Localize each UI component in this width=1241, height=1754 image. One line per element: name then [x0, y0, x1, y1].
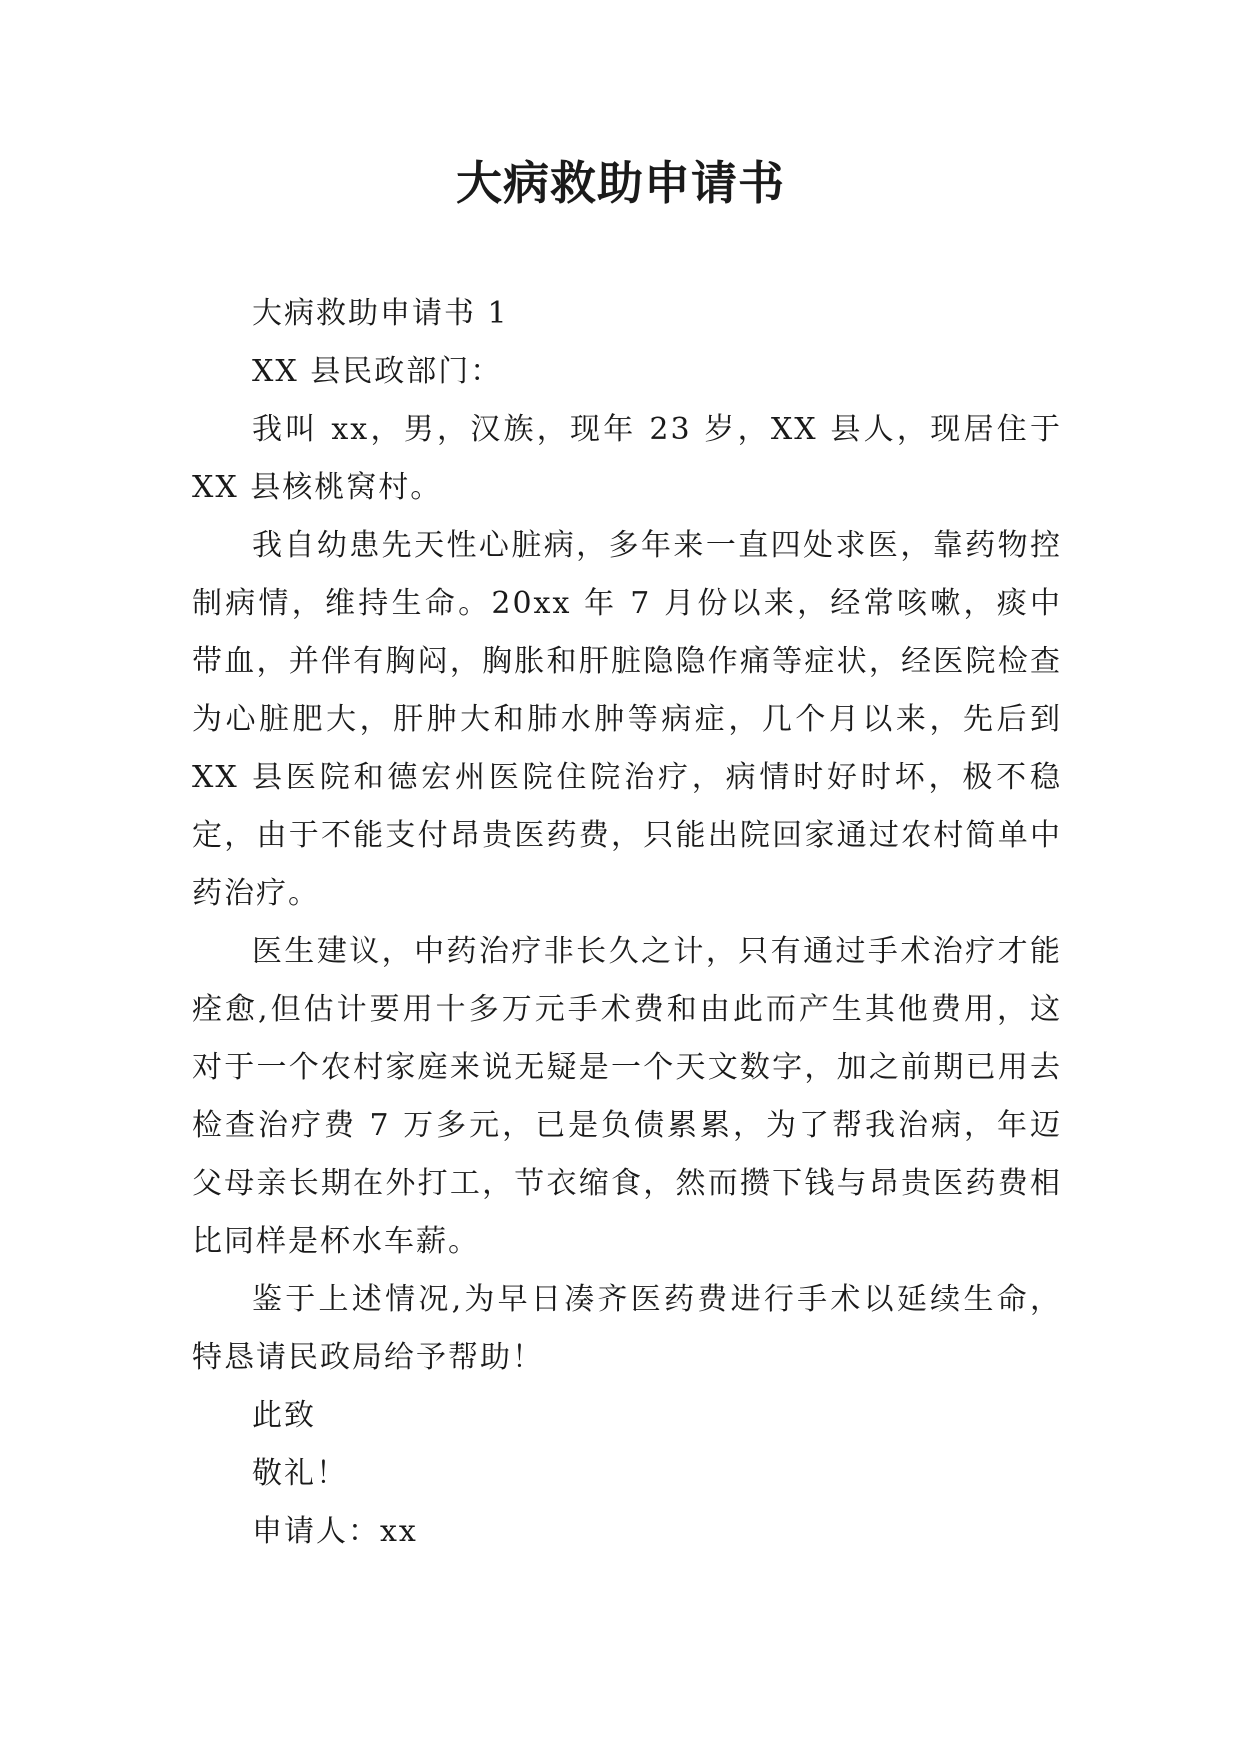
closing-line-2: 敬礼！	[252, 1456, 348, 1491]
closing-line-1: 此致	[252, 1398, 316, 1433]
signature-line: 申请人：xx	[252, 1514, 418, 1549]
paragraph-illness: 我自幼患先天性心脏病，多年来一直四处求医，靠药物控制病情，维持生命。20xx 年 7 月份以来，经常咳嗽，痰中带血，并伴有胸闷，胸胀和肝脏隐隐作痛等症状，经医院检查为心脏肥大，肝肿大和肺水肿等病症，几个月以来，先后到 XX 县医院和德宏州医院住院治疗，病情时好时坏，极不稳定，由于不能支付昂贵医药费，只能出院回家通过农村简单中药治疗。	[192, 528, 1062, 911]
paragraph-costs: 医生建议，中药治疗非长久之计，只有通过手术治疗才能痊愈,但估计要用十多万元手术费和由此而产生其他费用，这对于一个农村家庭来说无疑是一个天文数字，加之前期已用去检查治疗费 7 万多元，已是负债累累，为了帮我治病，年迈父母亲长期在外打工，节衣缩食，然而攒下钱与昂贵医药费相比同样是杯水车薪。	[192, 934, 1062, 1259]
salutation: XX 县民政部门：	[252, 354, 503, 389]
paragraph-intro: 我叫 xx，男，汉族，现年 23 岁，XX 县人，现居住于 XX 县核桃窝村。	[192, 412, 1062, 505]
document-body	[192, 285, 1062, 1561]
section-heading: 大病救助申请书 1	[252, 296, 509, 331]
paragraph-request: 鉴于上述情况,为早日凑齐医药费进行手术以延续生命，特恳请民政局给予帮助！	[192, 1282, 1062, 1375]
document-title: 大病救助申请书	[456, 156, 785, 210]
